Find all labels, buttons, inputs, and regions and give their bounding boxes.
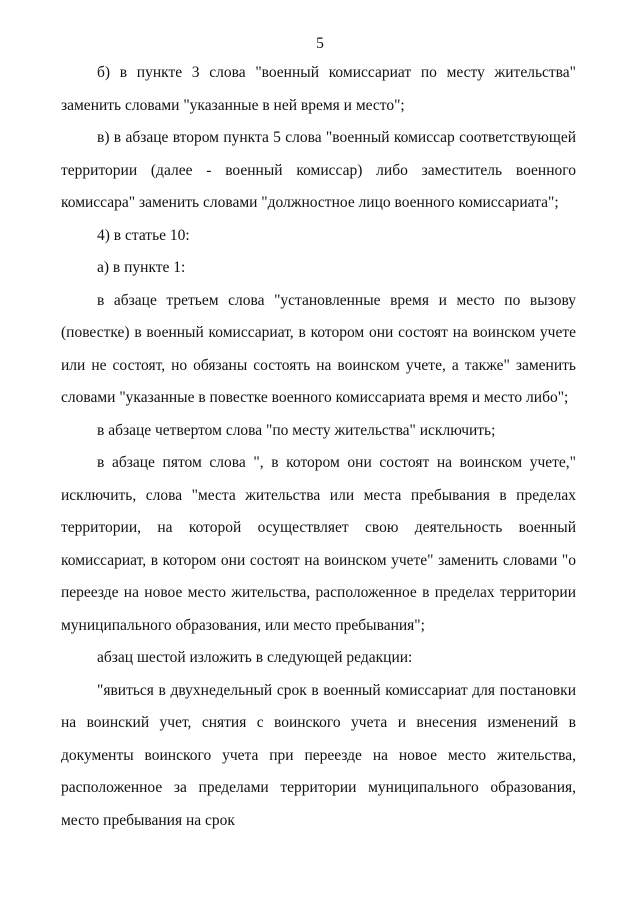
document-body	[61, 57, 576, 837]
paragraph-abzac-6-intro: абзац шестой изложить в следующей редакции:	[97, 649, 413, 666]
paragraph-item-b: б) в пункте 3 слова "военный комиссариат по месту жительства" заменить словами "указанные в ней время и место";	[61, 64, 576, 114]
paragraph-article-10: 4) в статье 10:	[97, 226, 190, 244]
paragraph-abzac-6-text: "явиться в двухнедельный срок в военный комиссариат для постановки на воинский учет, снятия с воинского учета и внесения изменений в документы воинского учета при переезде на новое место жительства, расположенное за пределами территории муниципального образования, место пребывания на срок	[61, 681, 576, 829]
paragraph-abzac-4: в абзаце четвертом слова "по месту жительства" исключить;	[97, 421, 496, 439]
paragraph-abzac-5: в абзаце пятом слова ", в котором они состоят на воинском учете," исключить, слова "места жительства или места пребывания в пределах территории, на которой осуществляет свою деятельность военный комиссариат, в котором они состоят на воинском учете" заменить словами "о переезде на новое место жительства, расположенное в пределах территории муниципального образования, или место пребывания";	[61, 454, 576, 634]
paragraph-item-v: в) в абзаце втором пункта 5 слова "военный комиссар соответствующей территории (далее - военный комиссар) либо заместитель военного комиссара" заменить словами "должностное лицо военного комиссариата";	[61, 129, 576, 211]
page-number: 5	[316, 35, 324, 52]
paragraph-abzac-3: в абзаце третьем слова "установленные время и место по вызову (повестке) в военный комиссариат, в котором они состоят на воинском учете или не состоят, но обязаны состоять на воинском учете, а также" заменить словами "указанные в повестке военного комиссариата время и место либо";	[61, 291, 576, 406]
paragraph-item-a: а) в пункте 1:	[97, 259, 186, 276]
